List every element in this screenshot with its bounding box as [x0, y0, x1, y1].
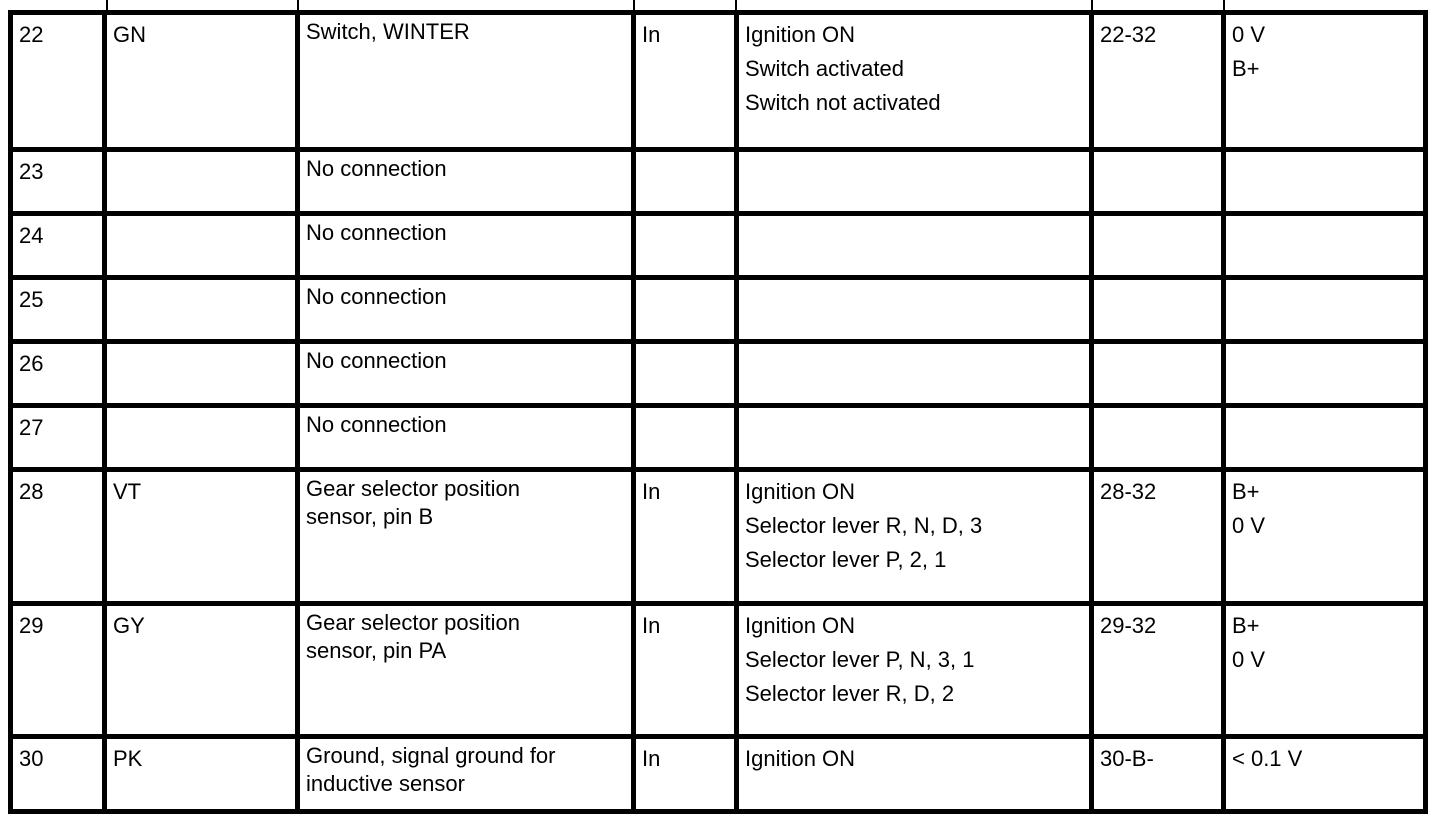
- description: [295, 216, 631, 275]
- conditions: [734, 472, 1089, 601]
- description-line: No connection: [306, 220, 447, 245]
- pin-table: [8, 10, 1428, 814]
- condition-line: Switch not activated: [745, 90, 941, 115]
- measure-points: 30-B-: [1089, 739, 1221, 809]
- table-row: [8, 10, 1428, 147]
- direction: In: [631, 606, 734, 734]
- condition-line: Switch activated: [745, 56, 904, 81]
- wire-color: [102, 152, 295, 211]
- description-line: inductive sensor: [306, 771, 465, 796]
- direction: In: [631, 739, 734, 809]
- wire-color: GN: [102, 15, 295, 147]
- description: [295, 408, 631, 467]
- table-row: [8, 275, 1428, 339]
- direction: [631, 280, 734, 339]
- description-line: Ground, signal ground for: [306, 743, 556, 768]
- direction: [631, 216, 734, 275]
- pin-number: 22: [8, 15, 102, 147]
- measure-points: [1089, 152, 1221, 211]
- pin-number: 28: [8, 472, 102, 601]
- conditions: [734, 152, 1089, 211]
- table-row: [8, 339, 1428, 403]
- values: [1221, 15, 1428, 147]
- description: [295, 152, 631, 211]
- values: [1221, 472, 1428, 601]
- conditions: [734, 15, 1089, 147]
- direction: [631, 152, 734, 211]
- condition-line: Selector lever R, D, 2: [745, 681, 955, 706]
- pin-number: 27: [8, 408, 102, 467]
- pin-number: 23: [8, 152, 102, 211]
- pin-number: 24: [8, 216, 102, 275]
- description: [295, 739, 631, 809]
- wire-color: PK: [102, 739, 295, 809]
- condition-line: Ignition ON: [745, 613, 856, 638]
- measure-points: [1089, 408, 1221, 467]
- wire-color: [102, 344, 295, 403]
- value-line: 0 V: [1232, 22, 1266, 47]
- description: [295, 280, 631, 339]
- condition-line: Ignition ON: [745, 479, 856, 504]
- conditions: [734, 216, 1089, 275]
- direction: [631, 408, 734, 467]
- condition-line: Ignition ON: [745, 22, 856, 47]
- wire-color: GY: [102, 606, 295, 734]
- values: [1221, 606, 1428, 734]
- measure-points: [1089, 280, 1221, 339]
- description-line: No connection: [306, 412, 447, 437]
- pin-number: 30: [8, 739, 102, 809]
- description-line: sensor, pin B: [306, 504, 434, 529]
- conditions: [734, 606, 1089, 734]
- value-line: 0 V: [1232, 647, 1266, 672]
- measure-points: [1089, 216, 1221, 275]
- description-line: sensor, pin PA: [306, 638, 447, 663]
- values: [1221, 739, 1428, 809]
- measure-points: 29-32: [1089, 606, 1221, 734]
- measure-points: 22-32: [1089, 15, 1221, 147]
- values: [1221, 408, 1428, 467]
- direction: In: [631, 15, 734, 147]
- condition-line: Selector lever P, 2, 1: [745, 547, 947, 572]
- description-line: Gear selector position: [306, 476, 520, 501]
- wire-color: [102, 280, 295, 339]
- value-line: 0 V: [1232, 513, 1266, 538]
- value-line: B+: [1232, 56, 1260, 81]
- table-row: [8, 734, 1428, 814]
- conditions: [734, 408, 1089, 467]
- description-line: No connection: [306, 156, 447, 181]
- table-row: [8, 211, 1428, 275]
- direction: In: [631, 472, 734, 601]
- table-row: [8, 467, 1428, 601]
- description: [295, 606, 631, 734]
- values: [1221, 280, 1428, 339]
- wire-color: [102, 408, 295, 467]
- description-line: Gear selector position: [306, 610, 520, 635]
- conditions: [734, 280, 1089, 339]
- values: [1221, 344, 1428, 403]
- description-line: No connection: [306, 348, 447, 373]
- conditions: [734, 344, 1089, 403]
- conditions: [734, 739, 1089, 809]
- condition-line: Selector lever P, N, 3, 1: [745, 647, 975, 672]
- measure-points: 28-32: [1089, 472, 1221, 601]
- description: [295, 472, 631, 601]
- direction: [631, 344, 734, 403]
- table-row: [8, 403, 1428, 467]
- condition-line: Selector lever R, N, D, 3: [745, 513, 983, 538]
- values: [1221, 152, 1428, 211]
- value-line: < 0.1 V: [1232, 746, 1303, 771]
- table-row: [8, 147, 1428, 211]
- pin-number: 26: [8, 344, 102, 403]
- measure-points: [1089, 344, 1221, 403]
- value-line: B+: [1232, 479, 1260, 504]
- description-line: No connection: [306, 284, 447, 309]
- table-row: [8, 601, 1428, 734]
- condition-line: Ignition ON: [745, 746, 856, 771]
- wire-color: VT: [102, 472, 295, 601]
- values: [1221, 216, 1428, 275]
- pin-number: 25: [8, 280, 102, 339]
- pin-number: 29: [8, 606, 102, 734]
- wire-color: [102, 216, 295, 275]
- value-line: B+: [1232, 613, 1260, 638]
- description: [295, 15, 631, 147]
- description-line: Switch, WINTER: [306, 19, 470, 44]
- description: [295, 344, 631, 403]
